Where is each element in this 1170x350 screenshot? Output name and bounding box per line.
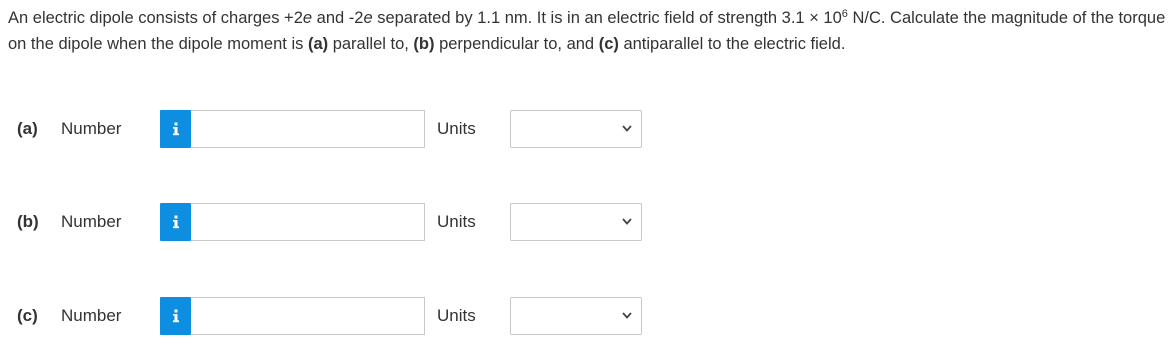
info-button[interactable]	[160, 110, 191, 148]
question-fragment: and -2	[312, 9, 364, 27]
units-select[interactable]	[510, 110, 642, 148]
question-fragment: e	[302, 9, 313, 27]
info-icon	[171, 215, 181, 229]
question-fragment: parallel to,	[328, 35, 414, 53]
chevron-down-icon	[622, 312, 632, 319]
question-fragment: perpendicular to, and	[434, 35, 599, 53]
number-label: Number	[61, 212, 122, 231]
question-part-b-ref: (b)	[413, 35, 435, 53]
info-button[interactable]	[160, 203, 191, 241]
part-label: (c)	[17, 306, 38, 325]
question-fragment: N/C. Calculate the magnitude of the torque on the dipole when the dipole moment is	[8, 9, 1166, 53]
number-input[interactable]	[191, 297, 425, 335]
number-label: Number	[61, 306, 122, 325]
answer-row-a	[0, 108, 660, 150]
question-fragment: e	[363, 9, 373, 27]
question-text	[8, 5, 1166, 57]
chevron-down-icon	[622, 125, 632, 132]
question-part-c-ref: (c)	[598, 35, 619, 53]
number-input[interactable]	[191, 203, 425, 241]
question-part-a-ref: (a)	[307, 35, 329, 53]
exponent: 6	[841, 8, 848, 20]
info-button[interactable]	[160, 297, 191, 335]
question-fragment: An electric dipole consists of charges +2	[8, 9, 303, 27]
chevron-down-icon	[622, 218, 632, 225]
units-label: Units	[437, 119, 476, 138]
info-icon	[171, 309, 181, 323]
question-fragment: antiparallel to the electric field.	[618, 35, 846, 53]
units-label: Units	[437, 212, 476, 231]
answer-row-c	[0, 295, 660, 337]
number-input[interactable]	[191, 110, 425, 148]
part-label: (a)	[17, 119, 38, 138]
units-select[interactable]	[510, 203, 642, 241]
units-label: Units	[437, 306, 476, 325]
answer-row-b	[0, 201, 660, 243]
part-label: (b)	[17, 212, 39, 231]
units-select[interactable]	[510, 297, 642, 335]
question-fragment: separated by 1.1 nm. It is in an electric field of strength 3.1 × 10	[372, 9, 842, 27]
info-icon	[171, 122, 181, 136]
number-label: Number	[61, 119, 122, 138]
